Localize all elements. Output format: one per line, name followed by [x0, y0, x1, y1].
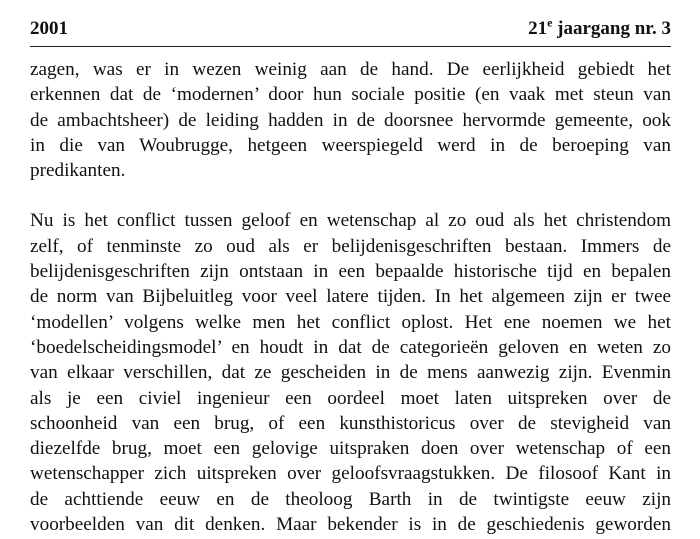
text-line: wetenschapper zich uitspreken over geloofsvraagstukken. De filosoof Kant in — [30, 463, 671, 485]
text-line: de achttiende eeuw en de theoloog Barth in de twintigste eeuw zijn — [30, 488, 671, 510]
running-header — [30, 15, 671, 47]
text-line: ‘modellen’ volgens welke men het conflict oplost. Het ene noemen we het — [30, 311, 671, 333]
header-volume-number: 21 — [528, 18, 548, 39]
paragraph-1 — [30, 57, 671, 183]
text-line: zagen, was er in wezen weinig aan de hand. De eerlijkheid gebiedt het — [30, 59, 671, 80]
text-line: belijdenisgeschriften zijn ontstaan in een bepaalde historische tijd en bepalen — [30, 261, 671, 283]
document-page — [30, 15, 671, 537]
text-line: van elkaar verschillen, dat ze gescheiden in de mens aanwezig zijn. Evenmin — [30, 362, 671, 384]
text-line: de norm van Bijbeluitleg voor veel latere tijden. In het algemeen zijn er twee — [30, 286, 671, 308]
paragraph-2 — [30, 208, 671, 537]
header-year: 2001 — [30, 18, 68, 39]
header-issue — [528, 15, 671, 40]
text-line: de ambachtsheer) de leiding hadden in de doorsnee hervormde gemeente, ook — [30, 109, 671, 131]
text-line: Nu is het conflict tussen geloof en wetenschap al zo oud als het christendom — [30, 210, 671, 232]
text-line: in die van Woubrugge, hetgeen weerspiegeld werd in de beroeping van — [30, 134, 671, 156]
text-line: erkennen dat de ‘modernen’ door hun sociale positie (en vaak met steun van — [30, 84, 671, 106]
text-line: als je een civiel ingenieur een oordeel moet laten uitspreken over de — [30, 387, 671, 409]
text-line: zelf, of tenminste zo oud als er belijdenisgeschriften bestaan. Immers de — [30, 235, 671, 257]
body-text — [30, 57, 671, 537]
text-line: ‘boedelscheidingsmodel’ en houdt in dat de categorieën geloven en weten zo — [30, 336, 671, 358]
header-volume-rest: jaargang nr. 3 — [552, 18, 671, 39]
text-line: voorbeelden van dit denken. Maar bekender is in de geschiedenis geworden — [30, 514, 671, 536]
text-line: diezelfde brug, moet een gelovige uitspraken doen over wetenschap of een — [30, 438, 671, 460]
text-line: predikanten. — [30, 160, 126, 182]
header-volume-suffix: e — [547, 15, 553, 30]
text-line: schoonheid van een brug, of een kunsthistoricus over de stevigheid van — [30, 412, 671, 434]
